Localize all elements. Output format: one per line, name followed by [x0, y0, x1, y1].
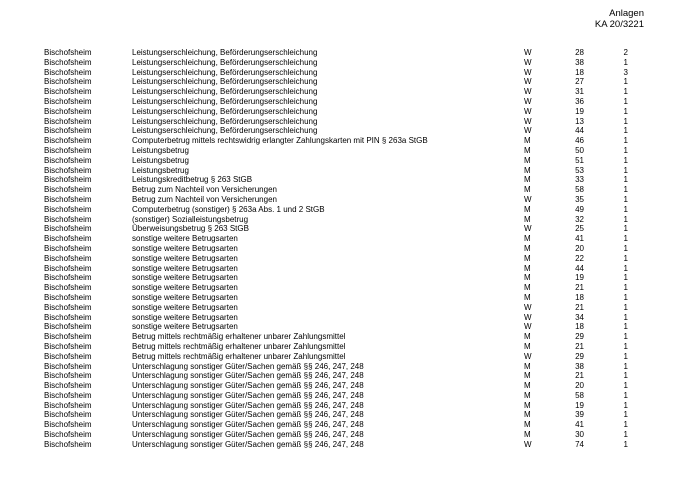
place-cell: Bischofsheim	[44, 155, 92, 165]
place-cell: Bischofsheim	[44, 116, 92, 126]
count-cell: 1	[623, 185, 628, 195]
sex-cell: M	[524, 175, 531, 185]
age-cell: 18	[575, 292, 584, 302]
offense-cell: Betrug mittels rechtmäßig erhaltener unbarer Zahlungsmittel	[132, 332, 346, 342]
place-cell: Bischofsheim	[44, 439, 92, 449]
table-row	[44, 264, 644, 274]
place-cell: Bischofsheim	[44, 332, 92, 342]
place-cell: Bischofsheim	[44, 224, 92, 234]
sex-cell: W	[524, 96, 532, 106]
count-cell: 1	[623, 126, 628, 136]
age-cell: 44	[575, 263, 584, 273]
table-row	[44, 244, 644, 254]
offense-cell: Leistungserschleichung, Beförderungserschleichung	[132, 87, 318, 97]
offense-cell: Computerbetrug (sonstiger) § 263a Abs. 1 und 2 StGB	[132, 204, 325, 214]
sex-cell: M	[524, 136, 531, 146]
age-cell: 34	[575, 312, 584, 322]
count-cell: 1	[623, 361, 628, 371]
place-cell: Bischofsheim	[44, 390, 92, 400]
sex-cell: W	[524, 57, 532, 67]
place-cell: Bischofsheim	[44, 430, 92, 440]
place-cell: Bischofsheim	[44, 283, 92, 293]
sex-cell: M	[524, 400, 531, 410]
place-cell: Bischofsheim	[44, 106, 92, 116]
count-cell: 1	[623, 243, 628, 253]
age-cell: 74	[575, 439, 584, 449]
age-cell: 32	[575, 214, 584, 224]
age-cell: 19	[575, 106, 584, 116]
offense-cell: Betrug zum Nachteil von Versicherungen	[132, 185, 277, 195]
age-cell: 49	[575, 204, 584, 214]
count-cell: 1	[623, 322, 628, 332]
place-cell: Bischofsheim	[44, 263, 92, 273]
place-cell: Bischofsheim	[44, 253, 92, 263]
age-cell: 31	[575, 87, 584, 97]
place-cell: Bischofsheim	[44, 87, 92, 97]
count-cell: 2	[623, 48, 628, 57]
count-cell: 1	[623, 292, 628, 302]
place-cell: Bischofsheim	[44, 204, 92, 214]
table-row	[44, 175, 644, 185]
table-row	[44, 401, 644, 411]
sex-cell: M	[524, 145, 531, 155]
table-row	[44, 195, 644, 205]
sex-cell: W	[524, 126, 532, 136]
count-cell: 1	[623, 224, 628, 234]
count-cell: 1	[623, 77, 628, 87]
place-cell: Bischofsheim	[44, 96, 92, 106]
place-cell: Bischofsheim	[44, 234, 92, 244]
table-row	[44, 185, 644, 195]
offense-cell: Leistungserschleichung, Beförderungserschleichung	[132, 126, 318, 136]
count-cell: 1	[623, 283, 628, 293]
place-cell: Bischofsheim	[44, 302, 92, 312]
sex-cell: M	[524, 165, 531, 175]
table-row	[44, 371, 644, 381]
place-cell: Bischofsheim	[44, 67, 92, 77]
header-document-number: KA 20/3221	[594, 19, 644, 30]
count-cell: 1	[623, 341, 628, 351]
sex-cell: M	[524, 243, 531, 253]
age-cell: 29	[575, 332, 584, 342]
place-cell: Bischofsheim	[44, 57, 92, 67]
offense-cell: Computerbetrug mittels rechtswidrig erlangter Zahlungskarten mit PIN § 263a StGB	[132, 136, 428, 146]
sex-cell: M	[524, 283, 531, 293]
place-cell: Bischofsheim	[44, 185, 92, 195]
offense-cell: Leistungserschleichung, Beförderungserschleichung	[132, 106, 318, 116]
sex-cell: M	[524, 332, 531, 342]
table-row	[44, 68, 644, 78]
offense-cell: sonstige weitere Betrugsarten	[132, 312, 238, 322]
offense-cell: Unterschlagung sonstiger Güter/Sachen gemäß §§ 246, 247, 248	[132, 390, 364, 400]
table-row	[44, 117, 644, 127]
count-cell: 1	[623, 430, 628, 440]
sex-cell: M	[524, 410, 531, 420]
count-cell: 1	[623, 351, 628, 361]
table-row	[44, 156, 644, 166]
place-cell: Bischofsheim	[44, 145, 92, 155]
table-row	[44, 107, 644, 117]
count-cell: 1	[623, 145, 628, 155]
count-cell: 1	[623, 136, 628, 146]
table-row	[44, 215, 644, 225]
offense-cell: sonstige weitere Betrugsarten	[132, 234, 238, 244]
sex-cell: M	[524, 204, 531, 214]
age-cell: 19	[575, 400, 584, 410]
offense-cell: Leistungserschleichung, Beförderungserschleichung	[132, 67, 318, 77]
page-header	[595, 8, 644, 30]
count-cell: 1	[623, 332, 628, 342]
offense-cell: Unterschlagung sonstiger Güter/Sachen gemäß §§ 246, 247, 248	[132, 420, 364, 430]
offense-cell: Überweisungsbetrug § 263 StGB	[132, 224, 249, 234]
offense-cell: Unterschlagung sonstiger Güter/Sachen gemäß §§ 246, 247, 248	[132, 410, 364, 420]
offense-cell: Leistungserschleichung, Beförderungserschleichung	[132, 57, 318, 67]
sex-cell: W	[524, 351, 532, 361]
table-row	[44, 146, 644, 156]
offense-cell: Unterschlagung sonstiger Güter/Sachen gemäß §§ 246, 247, 248	[132, 371, 364, 381]
offense-cell: Betrug zum Nachteil von Versicherungen	[132, 194, 277, 204]
place-cell: Bischofsheim	[44, 48, 92, 57]
count-cell: 1	[623, 302, 628, 312]
table-row	[44, 224, 644, 234]
count-cell: 1	[623, 116, 628, 126]
table-row	[44, 205, 644, 215]
place-cell: Bischofsheim	[44, 175, 92, 185]
table-row	[44, 410, 644, 420]
offense-cell: sonstige weitere Betrugsarten	[132, 283, 238, 293]
age-cell: 33	[575, 175, 584, 185]
age-cell: 46	[575, 136, 584, 146]
sex-cell: W	[524, 312, 532, 322]
sex-cell: M	[524, 253, 531, 263]
sex-cell: M	[524, 273, 531, 283]
sex-cell: W	[524, 106, 532, 116]
age-cell: 53	[575, 165, 584, 175]
offense-cell: sonstige weitere Betrugsarten	[132, 273, 238, 283]
offense-cell: sonstige weitere Betrugsarten	[132, 243, 238, 253]
table-row	[44, 342, 644, 352]
table-row	[44, 234, 644, 244]
age-cell: 30	[575, 430, 584, 440]
age-cell: 50	[575, 145, 584, 155]
sex-cell: M	[524, 420, 531, 430]
offense-cell: Unterschlagung sonstiger Güter/Sachen gemäß §§ 246, 247, 248	[132, 430, 364, 440]
count-cell: 1	[623, 400, 628, 410]
table-row	[44, 97, 644, 107]
table-row	[44, 273, 644, 283]
sex-cell: M	[524, 361, 531, 371]
offense-cell: Leistungsbetrug	[132, 145, 189, 155]
age-cell: 58	[575, 390, 584, 400]
count-cell: 1	[623, 87, 628, 97]
age-cell: 36	[575, 96, 584, 106]
age-cell: 20	[575, 243, 584, 253]
table-row	[44, 126, 644, 136]
age-cell: 21	[575, 283, 584, 293]
age-cell: 21	[575, 341, 584, 351]
offense-cell: Betrug mittels rechtmäßig erhaltener unbarer Zahlungsmittel	[132, 351, 346, 361]
header-annex-label: Anlagen	[609, 8, 644, 19]
count-cell: 1	[623, 96, 628, 106]
table-row	[44, 303, 644, 313]
place-cell: Bischofsheim	[44, 77, 92, 87]
place-cell: Bischofsheim	[44, 194, 92, 204]
sex-cell: W	[524, 302, 532, 312]
place-cell: Bischofsheim	[44, 136, 92, 146]
count-cell: 1	[623, 420, 628, 430]
sex-cell: W	[524, 77, 532, 87]
table-row	[44, 87, 644, 97]
table-row	[44, 58, 644, 68]
age-cell: 41	[575, 420, 584, 430]
offense-cell: Leistungserschleichung, Beförderungserschleichung	[132, 116, 318, 126]
place-cell: Bischofsheim	[44, 292, 92, 302]
offense-cell: Leistungsbetrug	[132, 165, 189, 175]
sex-cell: W	[524, 224, 532, 234]
sex-cell: M	[524, 341, 531, 351]
sex-cell: M	[524, 292, 531, 302]
offense-cell: sonstige weitere Betrugsarten	[132, 292, 238, 302]
table-row	[44, 283, 644, 293]
place-cell: Bischofsheim	[44, 361, 92, 371]
count-cell: 1	[623, 214, 628, 224]
place-cell: Bischofsheim	[44, 126, 92, 136]
count-cell: 1	[623, 273, 628, 283]
sex-cell: M	[524, 234, 531, 244]
sex-cell: W	[524, 322, 532, 332]
table-row	[44, 293, 644, 303]
age-cell: 38	[575, 57, 584, 67]
offense-cell: sonstige weitere Betrugsarten	[132, 322, 238, 332]
offense-cell: Unterschlagung sonstiger Güter/Sachen gemäß §§ 246, 247, 248	[132, 381, 364, 391]
table-row	[44, 322, 644, 332]
sex-cell: W	[524, 194, 532, 204]
age-cell: 21	[575, 371, 584, 381]
table-row	[44, 136, 644, 146]
count-cell: 1	[623, 263, 628, 273]
sex-cell: W	[524, 439, 532, 449]
place-cell: Bischofsheim	[44, 341, 92, 351]
place-cell: Bischofsheim	[44, 381, 92, 391]
sex-cell: M	[524, 185, 531, 195]
sex-cell: M	[524, 155, 531, 165]
age-cell: 25	[575, 224, 584, 234]
count-cell: 1	[623, 371, 628, 381]
sex-cell: W	[524, 116, 532, 126]
age-cell: 19	[575, 273, 584, 283]
table-row	[44, 254, 644, 264]
table-row	[44, 391, 644, 401]
count-cell: 3	[623, 67, 628, 77]
offense-cell: Unterschlagung sonstiger Güter/Sachen gemäß §§ 246, 247, 248	[132, 439, 364, 449]
table-row	[44, 430, 644, 440]
sex-cell: W	[524, 87, 532, 97]
offense-cell: Leistungserschleichung, Beförderungserschleichung	[132, 77, 318, 87]
offense-cell: Unterschlagung sonstiger Güter/Sachen gemäß §§ 246, 247, 248	[132, 400, 364, 410]
place-cell: Bischofsheim	[44, 400, 92, 410]
sex-cell: W	[524, 67, 532, 77]
count-cell: 1	[623, 253, 628, 263]
place-cell: Bischofsheim	[44, 243, 92, 253]
table-row	[44, 381, 644, 391]
count-cell: 1	[623, 390, 628, 400]
sex-cell: M	[524, 381, 531, 391]
sex-cell: M	[524, 390, 531, 400]
table-row	[44, 352, 644, 362]
age-cell: 22	[575, 253, 584, 263]
place-cell: Bischofsheim	[44, 214, 92, 224]
age-cell: 44	[575, 126, 584, 136]
table-row	[44, 362, 644, 372]
table-row	[44, 440, 644, 450]
age-cell: 18	[575, 67, 584, 77]
offense-cell: Leistungserschleichung, Beförderungserschleichung	[132, 96, 318, 106]
offense-cell: Leistungskreditbetrug § 263 StGB	[132, 175, 253, 185]
place-cell: Bischofsheim	[44, 351, 92, 361]
table-row	[44, 332, 644, 342]
place-cell: Bischofsheim	[44, 312, 92, 322]
sex-cell: M	[524, 371, 531, 381]
offense-cell: Betrug mittels rechtmäßig erhaltener unbarer Zahlungsmittel	[132, 341, 346, 351]
place-cell: Bischofsheim	[44, 322, 92, 332]
offense-cell: sonstige weitere Betrugsarten	[132, 263, 238, 273]
count-cell: 1	[623, 381, 628, 391]
age-cell: 28	[575, 48, 584, 57]
sex-cell: M	[524, 214, 531, 224]
place-cell: Bischofsheim	[44, 410, 92, 420]
offense-cell: Leistungsbetrug	[132, 155, 189, 165]
age-cell: 38	[575, 361, 584, 371]
count-cell: 1	[623, 439, 628, 449]
data-table	[44, 48, 644, 450]
age-cell: 35	[575, 194, 584, 204]
table-row	[44, 420, 644, 430]
offense-cell: sonstige weitere Betrugsarten	[132, 253, 238, 263]
age-cell: 41	[575, 234, 584, 244]
count-cell: 1	[623, 312, 628, 322]
offense-cell: Leistungserschleichung, Beförderungserschleichung	[132, 48, 318, 57]
age-cell: 39	[575, 410, 584, 420]
sex-cell: M	[524, 430, 531, 440]
age-cell: 13	[575, 116, 584, 126]
place-cell: Bischofsheim	[44, 273, 92, 283]
count-cell: 1	[623, 194, 628, 204]
age-cell: 21	[575, 302, 584, 312]
offense-cell: sonstige weitere Betrugsarten	[132, 302, 238, 312]
offense-cell: (sonstiger) Sozialleistungsbetrug	[132, 214, 249, 224]
sex-cell: W	[524, 48, 532, 57]
age-cell: 51	[575, 155, 584, 165]
table-row	[44, 166, 644, 176]
count-cell: 1	[623, 155, 628, 165]
count-cell: 1	[623, 234, 628, 244]
count-cell: 1	[623, 410, 628, 420]
table-row	[44, 77, 644, 87]
age-cell: 29	[575, 351, 584, 361]
table-row	[44, 313, 644, 323]
age-cell: 20	[575, 381, 584, 391]
count-cell: 1	[623, 106, 628, 116]
offense-cell: Unterschlagung sonstiger Güter/Sachen gemäß §§ 246, 247, 248	[132, 361, 364, 371]
count-cell: 1	[623, 204, 628, 214]
sex-cell: M	[524, 263, 531, 273]
table-row	[44, 48, 644, 58]
age-cell: 18	[575, 322, 584, 332]
count-cell: 1	[623, 175, 628, 185]
place-cell: Bischofsheim	[44, 371, 92, 381]
place-cell: Bischofsheim	[44, 420, 92, 430]
age-cell: 27	[575, 77, 584, 87]
count-cell: 1	[623, 57, 628, 67]
age-cell: 58	[575, 185, 584, 195]
count-cell: 1	[623, 165, 628, 175]
place-cell: Bischofsheim	[44, 165, 92, 175]
